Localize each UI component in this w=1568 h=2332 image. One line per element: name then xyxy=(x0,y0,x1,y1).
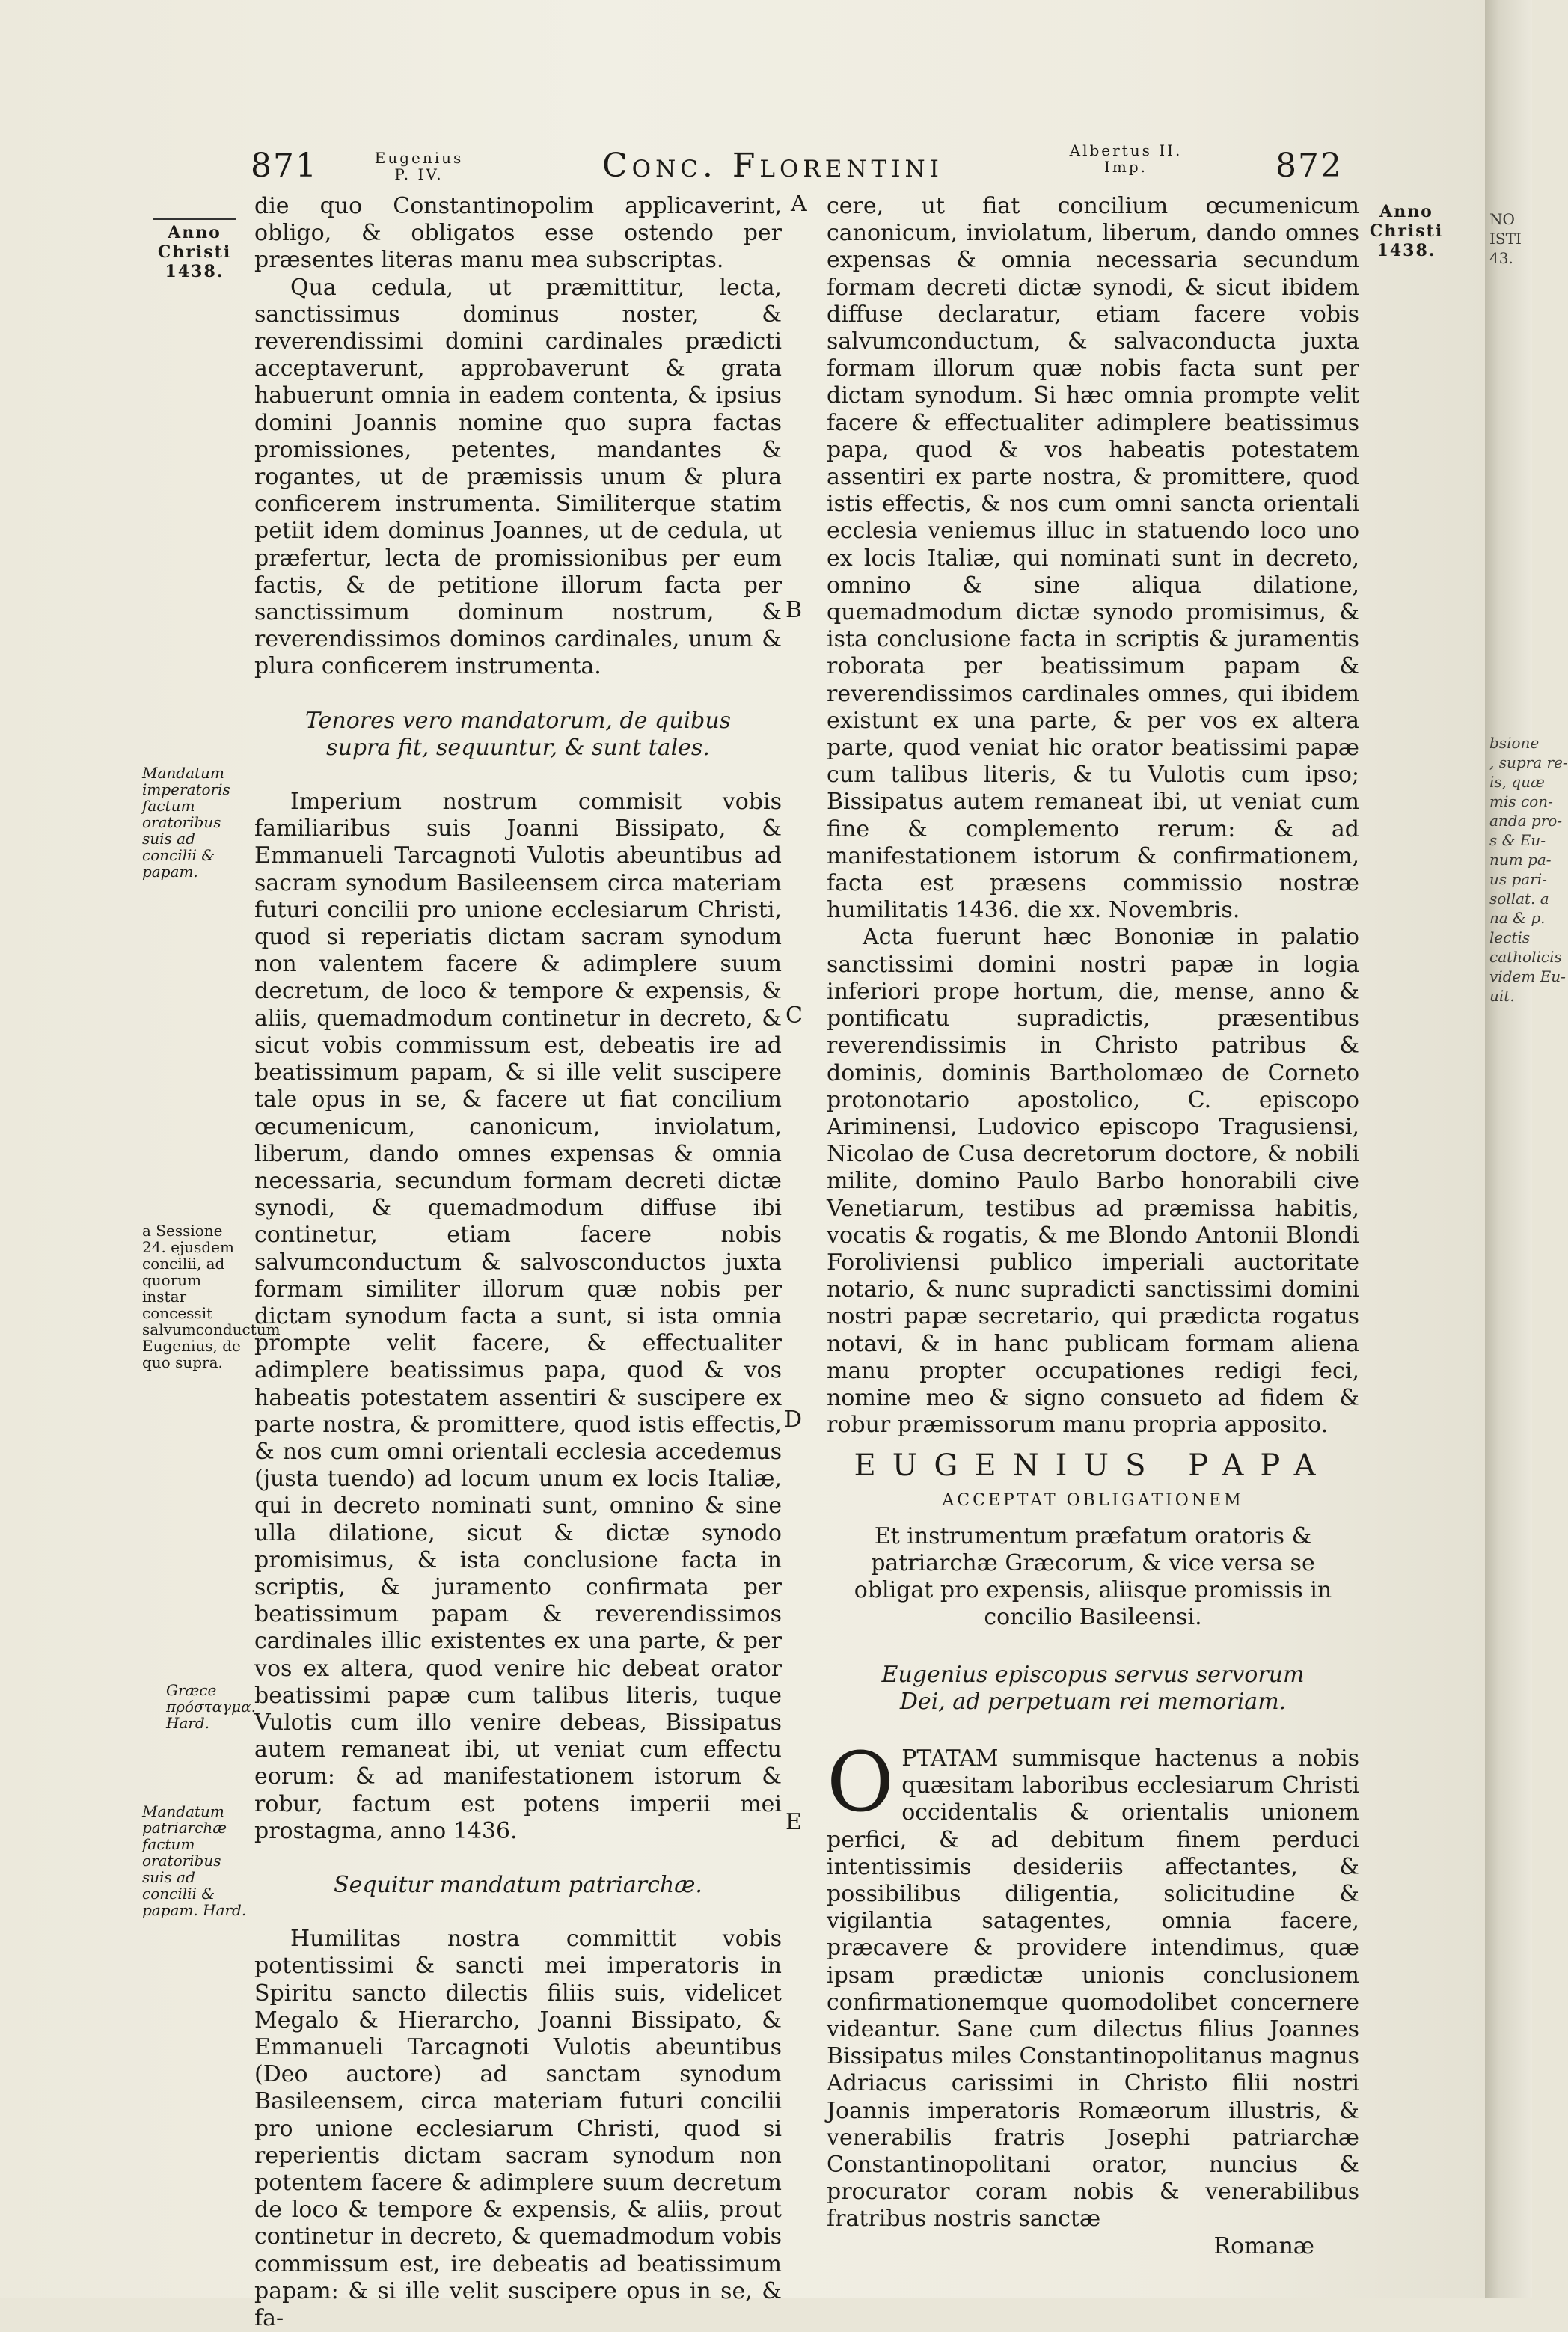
section-letter-d: D xyxy=(784,1407,803,1433)
section-subtitle: ACCEPTAT OBLIGATIONEM xyxy=(942,1490,1244,1510)
right-paragraph-3-text: PTATAM summisque hactenus a nobis quæsitam laboribus ecclesiarum Christi occidentalis & orientalis unionem perfici, & ad debitum finem perduci intentissimis desideriis affectantes, & possibilibus diligentia, solicitudine & vigilantia satagentes, omnia facere, præcavere & providere intendimus, quæ ipsam prædictæ unionis conclusionem confirmationemque quomodolibet concernere videantur. Sane cum dilectus filius Joannes Bissipatus miles Constantinopolitanus magnus Adriacus carissimi in Christo filii nostri Joannis imperatoris Romæorum illustris, & venerabilis fratris Josephi patriarchæ Constantinopolitani orator, nuncius & procurator coram nobis & venerabilibus fratribus nostris sanctæ xyxy=(827,1745,1359,2232)
running-head-right: Albertus II. Imp. xyxy=(1069,141,1183,176)
right-column xyxy=(827,193,1359,2260)
section-letter-a: A xyxy=(791,191,807,217)
anno-christi-left: Anno Christi 1438. xyxy=(153,218,236,281)
page-number-left: 871 xyxy=(251,147,318,185)
left-column xyxy=(254,193,782,2332)
drop-cap: O xyxy=(827,1733,895,1830)
next-page-edge xyxy=(1485,0,1568,2298)
right-paragraph-3 xyxy=(827,1733,1359,2233)
left-paragraph-2: Qua cedula, ut præmittitur, lecta, sanctissimus dominus noster, & reverendissimi domini cardinales prædicti acceptaverunt, approbaverunt & grata habuerunt omnia in eadem contenta, & ipsius domini Joannis nomine quo supra factas promissiones, petentes, mandantes & rogantes, ut de præmissis unum & plura conficerem instrumenta. Similiterque statim petiit idem dominus Joannes, ut de cedula, ut præfertur, lecta de promissionibus per eum factis, & de petitione illorum facta per sanctissimum dominum nostrum, & reverendissimos dominos cardinales, unum & plura conficerem instrumenta. xyxy=(254,274,782,680)
left-heading-mandates: Tenores vero mandatorum, de quibus supra fit, sequuntur, & sunt tales. xyxy=(304,707,732,761)
section-letter-e: E xyxy=(785,1809,802,1835)
section-summary: Et instrumentum præfatum oratoris & patriarchæ Græcorum, & vice versa se obligat pro expensis, aliisque promissis in concilio Basileensi. xyxy=(854,1522,1332,1631)
page-title: Conc. Florentini xyxy=(602,147,943,185)
next-page-anno-fragment: NO ISTI 43. xyxy=(1489,210,1522,267)
running-head-left: Eugenius P. IV. xyxy=(374,149,464,183)
next-page-note-fragment: bsione , supra re- is, quæ mis con- anda pro- s & Eu- num pa- us pari- sollat. a na & p. lectis catholicis videm Eu- uit. xyxy=(1489,734,1568,1005)
page-number-right: 872 xyxy=(1275,147,1343,185)
section-title: EUGENIUS PAPA xyxy=(854,1448,1332,1484)
margin-note-greek: Græce πρόσταγμα. Hard. xyxy=(166,1681,256,1732)
right-paragraph-2: Acta fuerunt hæc Bononiæ in palatio sanctissimi domini nostri papæ in logia inferiori prope hortum, die, mense, anno & pontificatu supradictis, præsentibus reverendissimis in Christo patribus & dominis, dominis Bartholomæo de Corneto protonotario apostolico, C. episcopo Ariminensi, Ludovico episcopo Tragusiensi, Nicolao de Cusa decretorum doctore, & nobili milite, domino Paulo Barbo honorabili cive Venetiarum, testibus ad præmissa habitis, vocatis & rogatis, & me Blondo Antonii Blondi Foroliviensi publico imperiali auctoritate notario, & nunc supradicti sanctissimi domini nostri papæ secretario, qui prædicta rogatus notavi, & in hanc publicam formam aliena manu propter occupationes redigi feci, nomine meo & signo consueto ad fidem & robur præmissorum manu propria apposito. xyxy=(827,924,1359,1439)
margin-note-session-24: a Sessione 24. ejusdem concilii, ad quorum instar concessit salvumconductum Eugenius, de quo supra. xyxy=(142,1222,281,1371)
left-paragraph-4: Humilitas nostra committit vobis potentissimi & sancti mei imperatoris in Spiritu sancto dilectis filiis suis, videlicet Megalo & Hierarcho, Joanni Bissipato, & Emmanueli Tarcagnoti Vulotis abeuntibus (Deo auctore) ad sanctam synodum Basileensem, circa materiam futuri concilii pro unione ecclesiarum Christi, quod si reperientis dictam sacram synodum non potentem facere & adimplere suum decretum de loco & tempore & expensis, & aliis, prout continetur in decreto, & quemadmodum vobis commissum est, ire debeatis ad beatissimum papam: & si ille velit suscipere opus in se, & fa- xyxy=(254,1926,782,2332)
left-heading-patriarch: Sequitur mandatum patriarchæ. xyxy=(334,1871,702,1898)
left-paragraph-1: die quo Constantinopolim applicaverint, obligo, & obligatos esse ostendo per præsentes literas manu mea subscriptas. xyxy=(254,193,782,274)
margin-note-patriarch-mandate: Mandatum patriarchæ factum oratoribus suis ad concilii & papam. Hard. xyxy=(142,1802,247,1919)
margin-note-imperial-mandate: Mandatum imperatoris factum oratoribus suis ad concilii & papam. xyxy=(142,764,230,881)
left-paragraph-3: Imperium nostrum commisit vobis familiaribus suis Joanni Bissipato, & Emmanueli Tarcagnoti Vulotis abeuntibus ad sacram synodum Basileensem circa materiam futuri concilii pro unione ecclesiarum Christi, quod si reperiatis dictam sacram synodum non valentem facere & adimplere suum decretum, de loco & tempore & expensis, & aliis, quemadmodum continetur in decreto, & sicut vobis commissum est, debeatis ire ad beatissimum papam, & si ille velit suscipere tale opus in se, & facere ut fiat concilium œcumenicum, canonicum, inviolatum, liberum, dando omnes expensas & omnia necessaria, secundum formam decreti dictæ synodi, & quemadmodum diffuse ibi continetur, etiam facere nobis salvumconductum & salvosconductos juxta formam similiter illorum quæ nobis per dictam synodum facta a sunt, si ista omnia prompte velit facere, & effectualiter adimplere beatissimus papa, quod & vos habeatis potestatem assentiri & suscipere ex parte nostra, & promittere, quod istis effectis, & nos cum omni orientali ecclesia accedemus (justa tuendo) ad locum unum ex locis Italiæ, qui in decreto nominati sunt, omnino & sine ulla dilatione, sicut & dictæ synodo promisimus, & ista conclusione facta in scriptis, & juramento confirmata per beatissimum papam & reverendissimos cardinales illic existentes ex una parte, & per vos ex altera, quod venire hic debeat orator beatissimi papæ cum talibus literis, tuque Vulotis cum illo venire debeas, Bissipatus autem remaneat ibi, ut veniat cum effectu eorum: & ad manifestationem istorum & robur, factum est potens imperii mei prostagma, anno 1436. xyxy=(254,789,782,1844)
anno-christi-right: Anno Christi 1438. xyxy=(1369,202,1444,260)
right-paragraph-1: cere, ut fiat concilium œcumenicum canonicum, inviolatum, liberum, dando omnes expensas & omnia necessaria secundum formam decreti dictæ synodi, & sicut ibidem diffuse declaratur, etiam facere vobis salvumconductum, & salvaconducta juxta formam illorum quæ nobis facta sunt per dictam synodum. Si hæc omnia prompte velit facere & effectualiter adimplere beatissimus papa, quod & vos habeatis potestatem assentiri ex parte nostra, & promittere, quod istis effectis, & nos cum omni sancta orientali ecclesia veniemus illuc in statuendo loco uno ex locis Italiæ, qui nominati sunt in decreto, omnino & sine aliqua dilatione, quemadmodum dictæ synodo promisimus, & ista conclusione facta in scriptis & juramentis roborata per beatissimum papam & reverendissimos cardinales omnes, qui ibidem existunt ex una parte, & per vos ex altera parte, quod veniat hic orator beatissimi papæ cum talibus literis, & tu Vulotis cum ipso; Bissipatus autem remaneat ibi, ut veniat cum fine & complemento rerum: & ad manifestationem istorum & confirmationem, facta est præsens commissio nostræ humilitatis 1436. die xx. Novembris. xyxy=(827,193,1359,924)
bull-salutation: Eugenius episcopus servus servorum Dei, ad perpetuam rei memoriam. xyxy=(881,1661,1305,1715)
section-letter-c: C xyxy=(785,1003,803,1029)
catchword: Romanæ xyxy=(1213,2232,1314,2259)
section-letter-b: B xyxy=(785,597,803,623)
